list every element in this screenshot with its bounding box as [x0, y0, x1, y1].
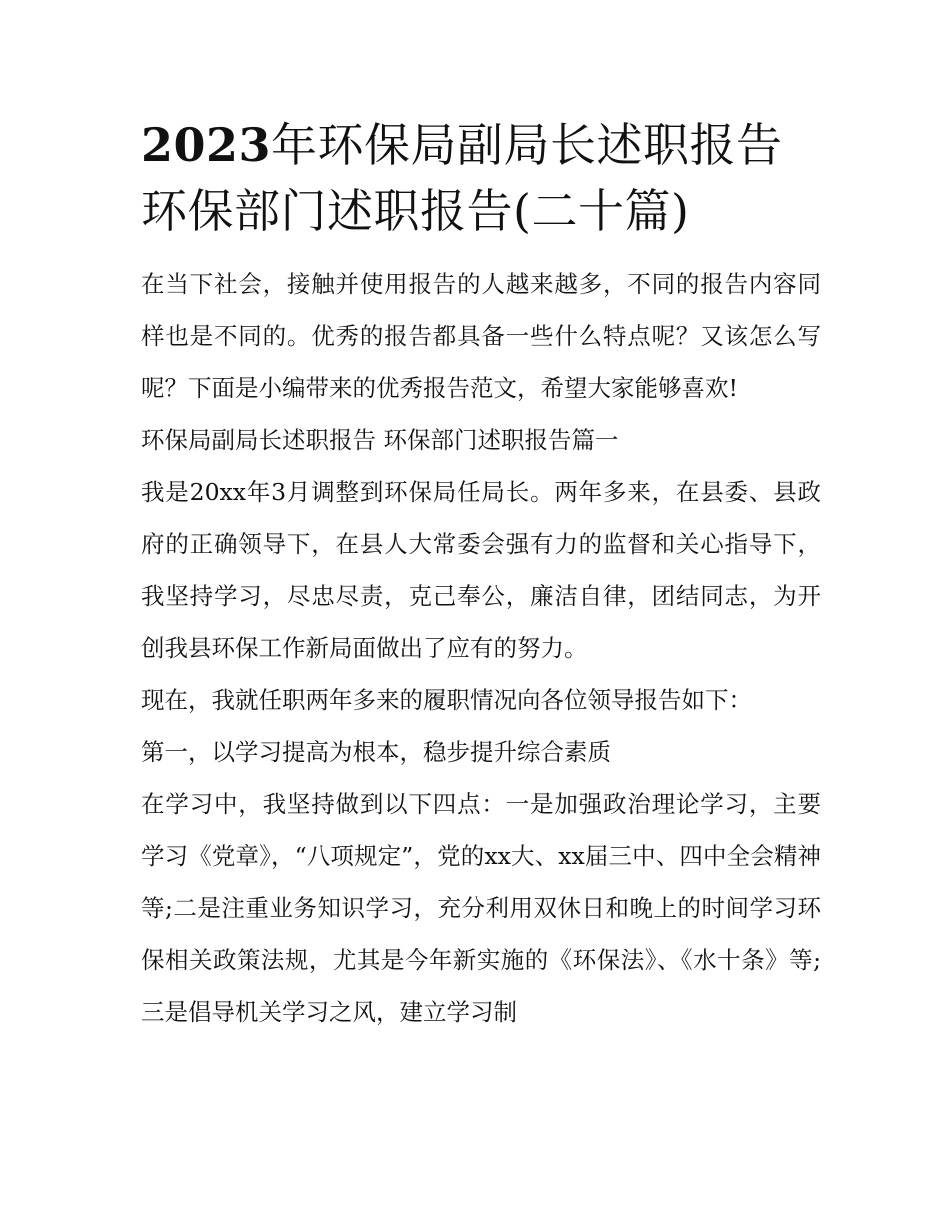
document-page	[141, 112, 821, 1038]
intro-paragraph: 在当下社会，接触并使用报告的人越来越多，不同的报告内容同样也是不同的。优秀的报告都具备一些什么特点呢？又该怎么写呢？下面是小编带来的优秀报告范文，希望大家能够喜欢!	[141, 270, 821, 402]
subsection-heading: 第一，以学习提高为根本，稳步提升综合素质	[141, 738, 611, 766]
body-paragraph: 现在，我就任职两年多来的履职情况向各位领导报告如下：	[141, 686, 752, 714]
body-paragraph: 我是20xx年3月调整到环保局任局长。两年多来，在县委、县政府的正确领导下，在县人大常委会强有力的监督和关心指导下，我坚持学习，尽忠尽责，克己奉公，廉洁自律，团结同志，为开创我县环保工作新局面做出了应有的努力。	[141, 478, 821, 662]
document-title	[141, 112, 821, 244]
title-line-1	[141, 112, 821, 178]
title-line-2: 环保部门述职报告(二十篇)	[141, 184, 690, 238]
section-heading: 环保局副局长述职报告 环保部门述职报告篇一	[141, 426, 619, 454]
title-year: 2023	[141, 118, 272, 172]
body-paragraph: 在学习中，我坚持做到以下四点：一是加强政治理论学习，主要学习《党章》，“八项规定”，党的xx大、xx届三中、四中全会精神等;二是注重业务知识学习，充分利用双休日和晚上的时间学习环保相关政策法规，尤其是今年新实施的《环保法》、《水十条》等;三是倡导机关学习之风，建立学习制	[141, 790, 821, 1026]
title-line-1-text: 年环保局副局长述职报告	[271, 118, 783, 172]
